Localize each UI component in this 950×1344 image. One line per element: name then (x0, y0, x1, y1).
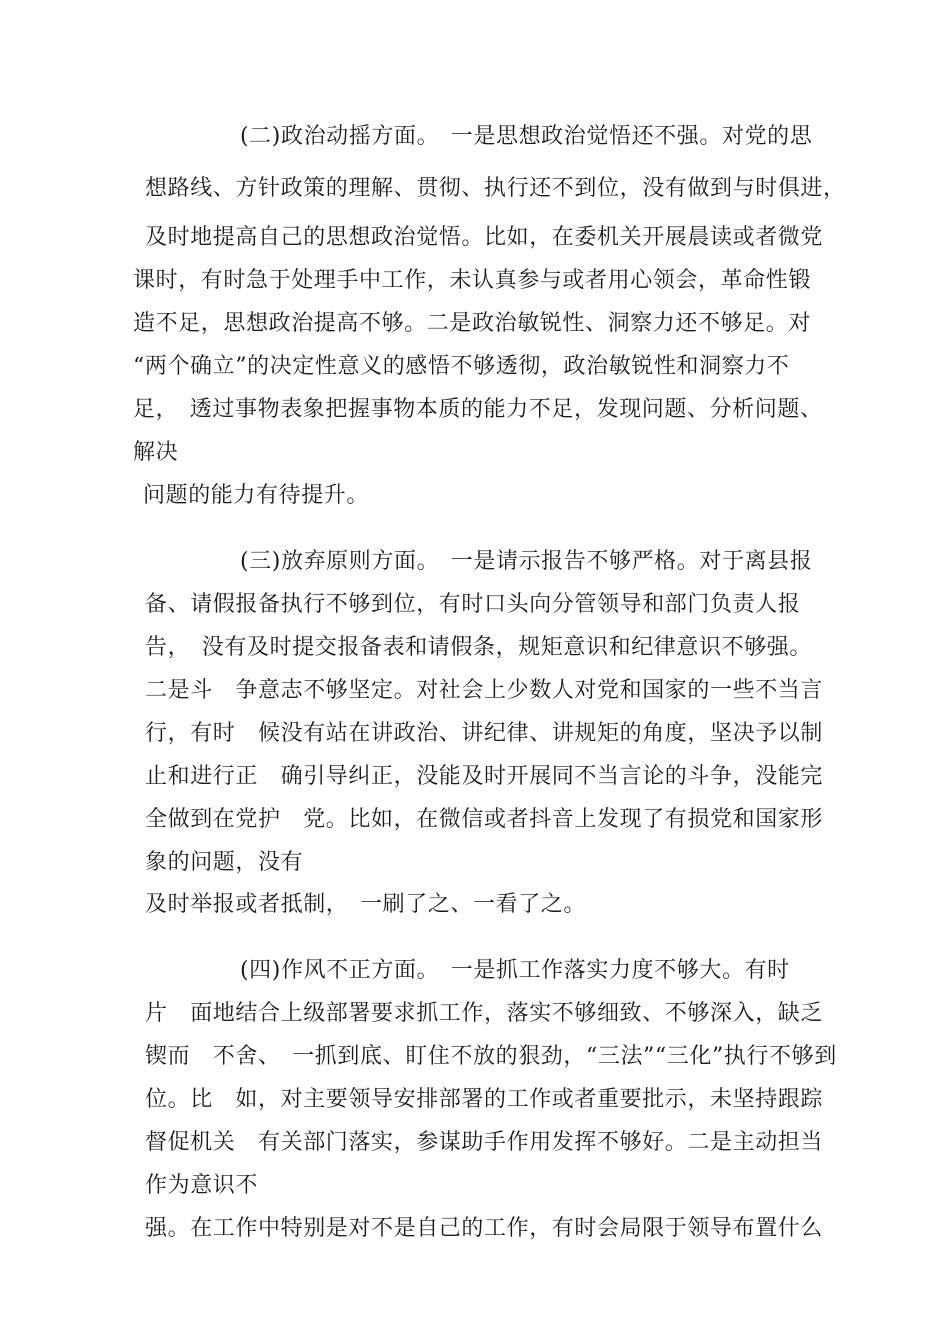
paragraph-line: 想路线、方针政策的理解、贯彻、执行还不到位，没有做到与时俱进， (145, 176, 846, 201)
paragraph-line: 督促机关 有关部门落实，参谋助手作用发挥不够好。二是主动担当 (145, 1130, 824, 1155)
paragraph-line: 足， 透过事物表象把握事物本质的能力不足，发现问题、分析问题、 (133, 397, 823, 422)
paragraph-line: 二是斗 争意志不够坚定。对社会上少数人对党和国家的一些不当言 (145, 678, 824, 703)
paragraph-line: 作为意识不 (145, 1173, 259, 1198)
paragraph-line: 行，有时 候没有站在讲政治、讲纪律、讲规矩的角度，坚决予以制 (145, 721, 824, 746)
paragraph-line: 课时，有时急于处理手中工作，未认真参与或者用心领会，革命性锻 (133, 268, 812, 293)
paragraph-line: (二)政治动摇方面。 一是思想政治觉悟还不强。对党的思 (240, 124, 813, 149)
paragraph-line: (三)放弃原则方面。 一是请示报告不够严格。对于离县报 (240, 549, 813, 574)
paragraph-line: 片 面地结合上级部署要求抓工作，落实不够细致、不够深入，缺乏 (145, 1001, 824, 1026)
paragraph-line: 及时地提高自己的思想政治觉悟。比如，在委机关开展晨读或者微党 (145, 225, 824, 250)
paragraph-line: 强。在工作中特别是对不是自己的工作，有时会局限于领导布置什么 (145, 1216, 824, 1241)
paragraph-line: 解决 (133, 440, 179, 465)
paragraph-line: 象的问题，没有 (145, 850, 304, 875)
paragraph-line: 位。比 如，对主要领导安排部署的工作或者重要批示，未坚持跟踪 (145, 1087, 824, 1112)
paragraph-line: 及时举报或者抵制， 一刷了之、一看了之。 (145, 892, 587, 917)
paragraph-line: (四)作风不正方面。 一是抓工作落实力度不够大。有时 (240, 958, 790, 983)
paragraph-line: 告， 没有及时提交报备表和请假条，规矩意识和纪律意识不够强。 (145, 635, 813, 660)
paragraph-line: 造不足，思想政治提高不够。二是政治敏锐性、洞察力还不够足。对 (133, 311, 812, 336)
paragraph-line: 全做到在党护 党。比如，在微信或者抖音上发现了有损党和国家形 (145, 807, 824, 832)
paragraph-line: 锲而 不舍、 一抓到底、盯住不放的狠劲，“三法”“三化”执行不够到 (145, 1044, 837, 1069)
paragraph-line: 问题的能力有待提升。 (143, 483, 370, 508)
paragraph-line: 止和进行正 确引导纠正，没能及时开展同不当言论的斗争，没能完 (145, 764, 824, 789)
paragraph-line: “两个确立”的决定性意义的感悟不够透彻，政治敏锐性和洞察力不 (133, 354, 790, 379)
paragraph-line: 备、请假报备执行不够到位，有时口头向分管领导和部门负责人报 (145, 592, 801, 617)
